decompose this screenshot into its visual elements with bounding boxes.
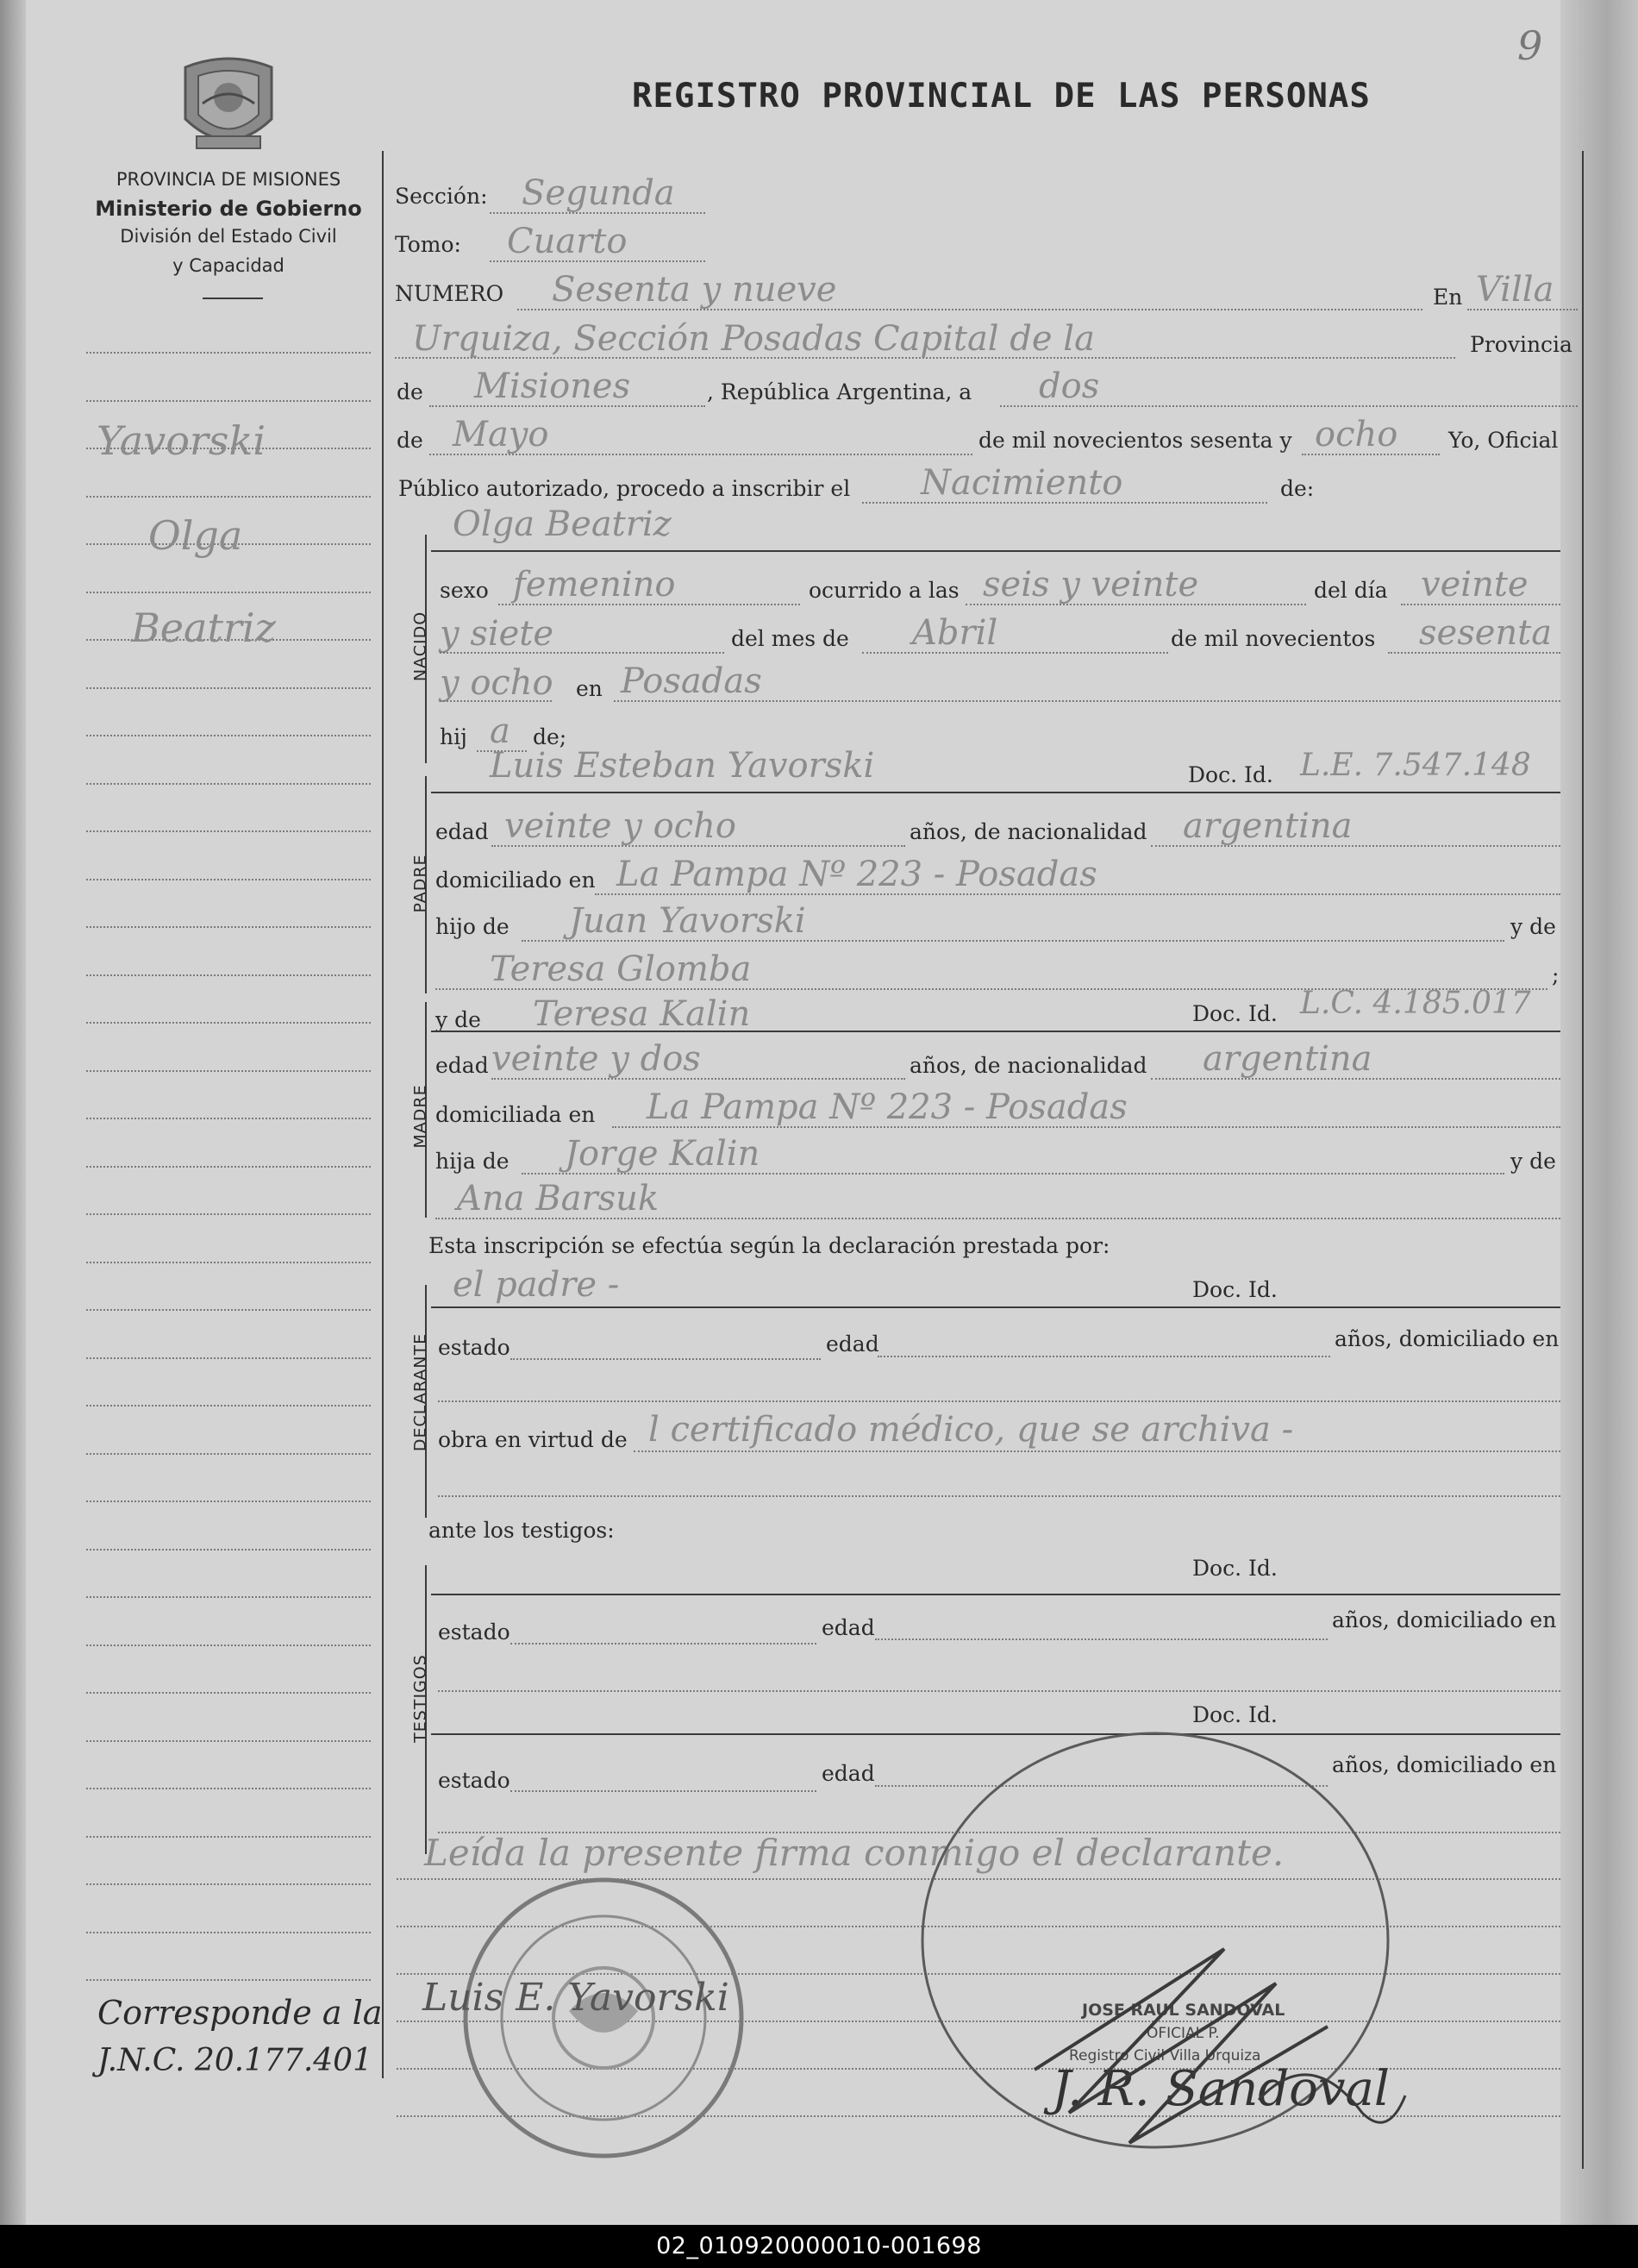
- dia-nac-value: veinte: [1421, 565, 1529, 605]
- dia-value: dos: [1039, 367, 1100, 406]
- provincia-value: Misiones: [474, 367, 631, 406]
- padre-padre-value: Juan Yavorski: [569, 901, 806, 941]
- declarante-obra-line: [634, 1450, 1560, 1452]
- hora-value: seis y veinte: [983, 565, 1199, 605]
- province-heading: PROVINCIA DE MISIONES: [116, 169, 341, 190]
- dia-nac2-line: [440, 652, 724, 654]
- publico-label: Público autorizado, procedo a inscribir el: [398, 476, 851, 501]
- madre-anios-label: años, de nacionalidad: [910, 1053, 1147, 1078]
- page-number: 9: [1517, 22, 1543, 69]
- sexo-label: sexo: [440, 578, 489, 603]
- madre-domicilio-value: La Pampa Nº 223 - Posadas: [647, 1087, 1128, 1127]
- margin-rule-line: [86, 1692, 371, 1694]
- padre-domicilio-value: La Pampa Nº 223 - Posadas: [616, 855, 1097, 894]
- document-title: REGISTRO PROVINCIAL DE LAS PERSONAS: [632, 77, 1371, 116]
- acto-value: Nacimiento: [921, 463, 1123, 503]
- hij-label: hij: [440, 724, 467, 749]
- margin-rule-line: [86, 1836, 371, 1838]
- margin-rule-line: [86, 1645, 371, 1646]
- header-rule: [203, 298, 263, 299]
- margin-name1: Olga: [148, 512, 243, 559]
- padre-section-label: PADRE: [410, 854, 430, 913]
- en-value: Villa: [1476, 270, 1554, 310]
- numero-value: Sesenta y nueve: [552, 270, 837, 310]
- sexo-value: femenino: [513, 565, 676, 605]
- testigos-section-label: TESTIGOS: [410, 1654, 430, 1743]
- margin-rule-line: [86, 1070, 371, 1072]
- anio-nac-value: sesenta: [1419, 613, 1553, 653]
- seccion-value: Segunda: [522, 173, 675, 213]
- testigo2-estado-line: [510, 1790, 816, 1792]
- padre-nacionalidad-value: argentina: [1183, 806, 1353, 846]
- padre-semicolon: ;: [1552, 962, 1560, 987]
- padre-docid-label: Doc. Id.: [1188, 762, 1273, 787]
- anio-value: ocho: [1315, 415, 1398, 454]
- mes-nac-line: [862, 652, 1168, 654]
- testigo2-docid-label: Doc. Id.: [1192, 1702, 1278, 1727]
- declarante-intro: Esta inscripción se efectúa según la declaración prestada por:: [428, 1233, 1110, 1258]
- margin-rule-line: [86, 1883, 371, 1885]
- madre-padre-value: Jorge Kalin: [565, 1134, 760, 1174]
- mes-value: Mayo: [453, 415, 549, 454]
- madre-top-rule: [431, 1031, 1560, 1032]
- closing-note: Leída la presente firma conmigo el declarante.: [424, 1832, 1285, 1874]
- declarante-obra-value: l certificado médico, que se archiva -: [648, 1410, 1294, 1450]
- en-label: En: [1433, 285, 1463, 310]
- margin-rule-line: [86, 1549, 371, 1551]
- padre-domiciliado-label: domiciliado en: [435, 868, 596, 893]
- ministry-heading: Ministerio de Gobierno: [95, 197, 362, 221]
- nacido-top-rule: [431, 550, 1560, 552]
- padre-anios-label: años, de nacionalidad: [910, 819, 1147, 844]
- declarante-docid-label: Doc. Id.: [1192, 1277, 1278, 1302]
- margin-rule-line: [86, 1213, 371, 1215]
- lugar-value: Urquiza, Sección Posadas Capital de la: [412, 319, 1095, 359]
- margin-rule-line: [86, 592, 371, 593]
- padre-edad-value: veinte y ocho: [504, 806, 736, 846]
- margin-rule-line: [86, 352, 371, 354]
- margin-rule-line: [86, 1405, 371, 1407]
- margin-corresponde-line1: Corresponde a la: [97, 1994, 383, 2032]
- margin-rule-line: [86, 830, 371, 832]
- margin-rule-line: [86, 1788, 371, 1789]
- declarante-nombre-value: el padre -: [453, 1265, 620, 1305]
- testigos-docid-label: Doc. Id.: [1192, 1556, 1278, 1581]
- testigo2-anios-label: años, domiciliado en: [1332, 1752, 1557, 1777]
- nacido-nombre-value: Olga Beatriz: [453, 504, 672, 544]
- tomo-value: Cuarto: [507, 222, 628, 261]
- testigo1-edad-line: [875, 1638, 1328, 1640]
- provincia-label: Provincia: [1470, 332, 1572, 357]
- padre-top-rule: [431, 792, 1560, 793]
- madre-hija-de-label: hija de: [435, 1149, 510, 1174]
- seccion-label: Sección:: [395, 184, 488, 209]
- del-mes-label: del mes de: [731, 626, 849, 651]
- margin-rule-line: [86, 1262, 371, 1263]
- testigo1-estado-label: estado: [438, 1620, 510, 1645]
- coat-of-arms-seal: [172, 50, 284, 162]
- margin-rule-line: [86, 400, 371, 402]
- padre-madre-value: Teresa Glomba: [490, 949, 752, 989]
- madre-yde2-label: y de: [1510, 1149, 1556, 1174]
- binding-shadow: [0, 0, 26, 2225]
- nacido-section-label: NACIDO: [410, 611, 430, 682]
- margin-corresponde-line2: J.N.C. 20.177.401: [97, 2043, 372, 2078]
- margin-rule-line: [86, 1501, 371, 1502]
- declarante-estado-line: [510, 1358, 821, 1360]
- margin-rule-line: [86, 1357, 371, 1359]
- testigos-intro: ante los testigos:: [428, 1518, 615, 1543]
- madre-section-label: MADRE: [410, 1084, 430, 1149]
- en-nac-label: en: [576, 676, 603, 701]
- madre-docid-value: L.C. 4.185.017: [1300, 986, 1531, 1021]
- margin-rule-line: [86, 1118, 371, 1119]
- declarante-estado-label: estado: [438, 1335, 510, 1360]
- testigo1-dom-line: [438, 1690, 1560, 1692]
- declarante-edad-label: edad: [826, 1331, 879, 1356]
- oficial-label: Yo, Oficial: [1448, 428, 1559, 453]
- testigo1-anios-label: años, domiciliado en: [1332, 1607, 1557, 1632]
- official-stamp-role: OFICIAL P.: [1147, 2025, 1220, 2042]
- margin-rule-line: [86, 1740, 371, 1742]
- margin-rule-line: [86, 926, 371, 928]
- declarante-dom-line: [438, 1400, 1560, 1402]
- anio-nac2-line: [440, 700, 552, 702]
- madre-docid-label: Doc. Id.: [1192, 1001, 1278, 1026]
- margin-rule-line: [86, 974, 371, 976]
- declarante-obra2-line: [438, 1495, 1560, 1497]
- lugar-nac-value: Posadas: [621, 661, 762, 701]
- margin-rule-line: [86, 1309, 371, 1311]
- de2-label: de: [397, 428, 423, 453]
- anio-nac-value2: y ocho: [440, 663, 553, 703]
- madre-madre-value: Ana Barsuk: [457, 1179, 660, 1219]
- margin-rule-line: [86, 879, 371, 880]
- declarante-edad-line: [878, 1356, 1330, 1357]
- margin-rule-line: [86, 1453, 371, 1455]
- padre-docid-value: L.E. 7.547.148: [1300, 748, 1531, 783]
- declarante-top-rule: [431, 1306, 1560, 1308]
- signature-flourish: [1017, 1932, 1414, 2156]
- margin-rule-line: [86, 1979, 371, 1981]
- hij-value: a: [490, 711, 510, 751]
- madre-domiciliada-label: domiciliada en: [435, 1102, 596, 1127]
- padre-hijo-de-label: hijo de: [435, 914, 510, 939]
- margin-name2: Beatriz: [131, 605, 276, 651]
- margin-rule-line: [86, 1932, 371, 1933]
- margin-rule-line: [86, 783, 371, 785]
- mes-nac-value: Abril: [912, 613, 998, 653]
- madre-edad-label: edad: [435, 1053, 489, 1078]
- form-left-border: [382, 151, 384, 2078]
- testigo2-edad-label: edad: [822, 1761, 875, 1786]
- margin-rule-line: [86, 1596, 371, 1598]
- testigo1-estado-line: [510, 1643, 816, 1645]
- madre-nombre-value: Teresa Kalin: [533, 994, 751, 1034]
- margin-rule-line: [86, 735, 371, 736]
- madre-edad-value: veinte y dos: [491, 1039, 701, 1079]
- del-dia-label: del día: [1314, 578, 1388, 603]
- numero-label: NUMERO: [395, 281, 504, 306]
- republica-label: , República Argentina, a: [707, 379, 972, 404]
- declarante-signature: Luis E. Yavorski: [422, 1976, 729, 2020]
- form-right-border: [1582, 151, 1584, 2169]
- testigo2-estado-label: estado: [438, 1768, 510, 1793]
- madre-yde-label: y de: [435, 1007, 481, 1032]
- division-heading: División del Estado Civil: [120, 226, 337, 247]
- capacity-heading: y Capacidad: [172, 255, 284, 276]
- declarante-section-label: DECLARANTE: [410, 1332, 430, 1452]
- mil-label: de mil novecientos sesenta y: [978, 428, 1292, 453]
- padre-yde-label: y de: [1510, 914, 1556, 939]
- margin-rule-line: [86, 687, 371, 689]
- madre-nacionalidad-value: argentina: [1203, 1039, 1372, 1079]
- tomo-label: Tomo:: [395, 232, 461, 257]
- margin-rule-line: [86, 1166, 371, 1168]
- de-label: de: [397, 379, 423, 404]
- oficial-signature: J. R. Sandoval: [1052, 2061, 1390, 2117]
- hij-de-label: de;: [533, 724, 567, 749]
- official-stamp-name: JOSE RAUL SANDOVAL: [1082, 2001, 1285, 2020]
- official-stamp-office: Registro Civil Villa Urquiza: [1069, 2047, 1261, 2064]
- testigos-top-rule: [431, 1594, 1560, 1595]
- testigo1-edad-label: edad: [822, 1615, 875, 1640]
- margin-rule-line: [86, 1022, 371, 1024]
- mil-nac-label: de mil novecientos: [1171, 626, 1376, 651]
- declarante-anios-label: años, domiciliado en: [1335, 1326, 1560, 1351]
- padre-nombre-value: Luis Esteban Yavorski: [490, 746, 875, 786]
- footer-document-id: 02_010920000010-001698: [656, 2233, 982, 2259]
- declarante-obra-label: obra en virtud de: [438, 1427, 628, 1452]
- margin-rule-line: [86, 496, 371, 498]
- de3-label: de:: [1280, 476, 1315, 501]
- dia-nac-value2: y siete: [440, 614, 554, 654]
- ocurrido-label: ocurrido a las: [809, 578, 960, 603]
- margin-surname: Yavorski: [97, 417, 266, 464]
- padre-edad-label: edad: [435, 819, 489, 844]
